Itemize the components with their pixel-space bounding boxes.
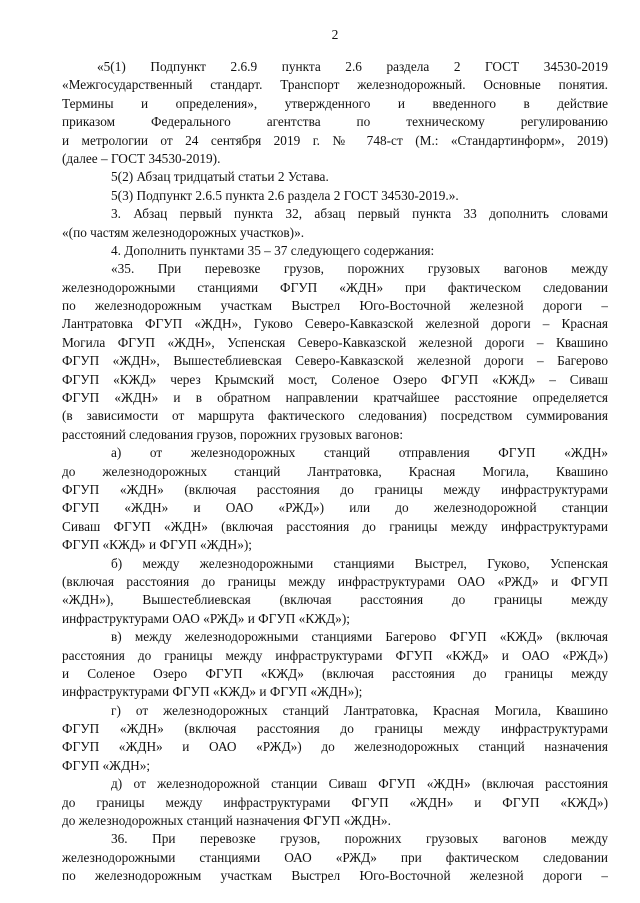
text-line: ФГУП «ЖДН» и ОАО «РЖД») до железнодорожных станций назначения: [62, 739, 608, 755]
text-line: до железнодорожных станций Лантратовка, Красная Могила, Квашино: [62, 463, 608, 479]
text-line: 4. Дополнить пунктами 35 – 37 следующего содержания:: [111, 242, 435, 258]
text-line: Могила ФГУП «ЖДН», Успенская Северо-Кавказской железной дороги – Квашино: [62, 334, 608, 350]
text-line: Термины и определения», утвержденного и введенного в действие: [62, 95, 608, 111]
page-number: 2: [331, 27, 339, 42]
text-line: ФГУП «КЖД» через Крымский мост, Соленое Озеро ФГУП «КЖД» – Сиваш: [62, 371, 608, 387]
text-line: и Соленое Озеро ФГУП «КЖД» (включая расстояния до границы между: [62, 665, 608, 681]
text-line: Сиваш ФГУП «ЖДН» (включая расстояния до границы между инфраструктурами: [62, 518, 608, 534]
text-line: (в зависимости от маршрута фактического следования) посредством суммирования: [62, 408, 608, 424]
text-line: 36. При перевозке грузов, порожних грузовых вагонов между: [111, 831, 608, 847]
text-line: 3. Абзац первый пункта 32, абзац первый пункта 33 дополнить словами: [111, 206, 608, 222]
text-line: «(по частям железнодорожных участков)».: [62, 224, 305, 240]
text-line: до границы между инфраструктурами ФГУП «ЖДН» и ФГУП «КЖД»): [62, 794, 608, 810]
text-line: «35. При перевозке грузов, порожних грузовых вагонов между: [111, 261, 608, 277]
text-line: по железнодорожным участкам Выстрел Юго-Восточной железной дороги –: [62, 868, 608, 884]
text-line: ФГУП «ЖДН», Вышестеблиевская Северо-Кавказской железной дороги – Багерово: [62, 353, 608, 369]
text-line: по железнодорожным участкам Выстрел Юго-Восточной железной дороги –: [62, 298, 608, 314]
text-line: расстояния до границы между инфраструктурами ФГУП «КЖД» и ОАО «РЖД»): [62, 647, 608, 663]
text-line: и метрологии от 24 сентября 2019 г. № 748-ст (М.: «Стандартинформ», 2019): [62, 132, 608, 148]
text-line: д) от железнодорожной станции Сиваш ФГУП «ЖДН» (включая расстояния: [111, 776, 608, 792]
text-line: ФГУП «ЖДН»;: [62, 757, 151, 773]
text-line: ФГУП «ЖДН» и в обратном направлении кратчайшее расстояние определяется: [62, 390, 608, 406]
document-body: [62, 58, 608, 886]
text-line: «Межгосударственный стандарт. Транспорт железнодорожный. Основные понятия.: [62, 77, 608, 93]
text-line: а) от железнодорожных станций отправления ФГУП «ЖДН»: [111, 445, 608, 461]
text-line: 5(2) Абзац тридцатый статьи 2 Устава.: [111, 169, 329, 185]
text-line: инфраструктурами ФГУП «КЖД» и ФГУП «ЖДН»);: [62, 684, 363, 700]
text-line: г) от железнодорожных станций Лантратовка, Красная Могила, Квашино: [111, 702, 608, 718]
text-line: ФГУП «ЖДН» и ОАО «РЖД») или до железнодорожной станции: [62, 500, 608, 516]
text-line: (включая расстояния до границы между инфраструктурами ОАО «РЖД» и ФГУП: [62, 573, 608, 589]
text-line: Лантратовка ФГУП «ЖДН», Гуково Северо-Кавказской железной дороги – Красная: [62, 316, 608, 332]
text-line: (далее – ГОСТ 34530-2019).: [62, 150, 221, 166]
text-line: б) между железнодорожными станциями Выстрел, Гуково, Успенская: [111, 555, 608, 571]
text-line: инфраструктурами ОАО «РЖД» и ФГУП «КЖД»);: [62, 610, 350, 626]
text-line: приказом Федерального агентства по техническому регулированию: [62, 114, 608, 130]
text-line: ФГУП «ЖДН» (включая расстояния до границы между инфраструктурами: [62, 721, 608, 737]
text-line: в) между железнодорожными станциями Багерово ФГУП «КЖД» (включая: [111, 629, 608, 645]
text-line: железнодорожными станциями ОАО «РЖД» при фактическом следовании: [62, 849, 608, 865]
text-line: ФГУП «КЖД» и ФГУП «ЖДН»);: [62, 537, 252, 553]
text-line: расстояний следования грузов, порожних грузовых вагонов:: [62, 426, 404, 442]
text-line: 5(3) Подпункт 2.6.5 пункта 2.6 раздела 2 ГОСТ 34530-2019.».: [111, 187, 459, 203]
text-line: «ЖДН»), Вышестеблиевская (включая расстояния до границы между: [62, 592, 608, 608]
text-line: «5(1) Подпункт 2.6.9 пункта 2.6 раздела 2 ГОСТ 34530-2019: [97, 59, 608, 74]
text-line: ФГУП «ЖДН» (включая расстояния до границы между инфраструктурами: [62, 481, 608, 497]
text-line: железнодорожными станциями ФГУП «ЖДН» при фактическом следовании: [62, 279, 608, 295]
text-line: до железнодорожных станций назначения ФГУП «ЖДН».: [62, 813, 391, 829]
